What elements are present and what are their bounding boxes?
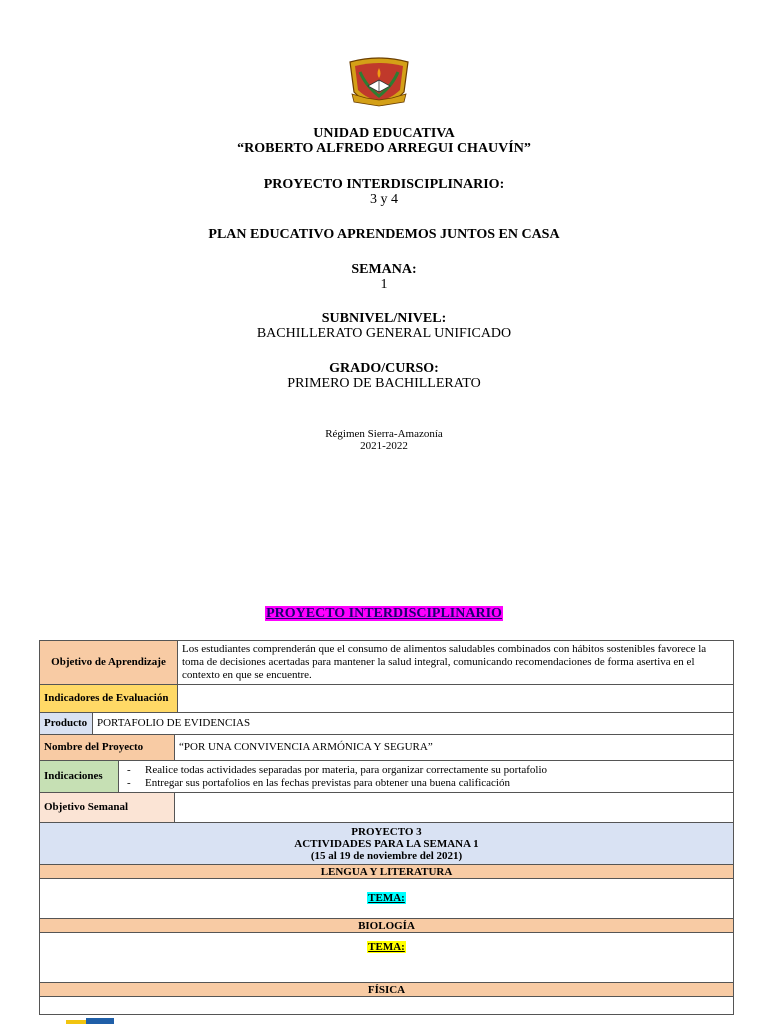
subject-2-topic-cell xyxy=(40,933,734,983)
project-block xyxy=(0,177,768,207)
institution-name: “ROBERTO ALFREDO ARREGUI CHAUVÍN” xyxy=(237,141,531,156)
instructions-cell xyxy=(119,761,734,793)
week-value: 1 xyxy=(380,277,388,292)
week-block xyxy=(0,262,768,292)
table-row-objective xyxy=(40,641,734,685)
activities-header xyxy=(40,823,734,865)
school-crest-icon xyxy=(346,56,412,114)
list-item: - Entregar sus portafolios en las fechas previstas para obtener una buena calificación xyxy=(123,777,729,790)
weekly-objective-label: Objetivo Semanal xyxy=(40,793,175,823)
weekly-objective-value xyxy=(175,793,734,823)
instructions-list xyxy=(123,764,729,790)
list-item: - Realice todas actividades separadas por materia, para organizar correctamente su portafolio xyxy=(123,764,729,777)
product-label: Producto xyxy=(40,713,93,735)
subject-3-topic-cell xyxy=(40,997,734,1015)
table-row-subject-3 xyxy=(40,983,734,997)
product-value: PORTAFOLIO DE EVIDENCIAS xyxy=(93,713,734,735)
subject-1-header: LENGUA Y LITERATURA xyxy=(40,865,734,879)
objective-label: Objetivo de Aprendizaje xyxy=(40,641,178,685)
regime-block xyxy=(0,428,768,452)
subject-3-header: FÍSICA xyxy=(40,983,734,997)
plan-block xyxy=(0,227,768,242)
school-year: 2021-2022 xyxy=(360,440,408,452)
table-row-subject-1-topic xyxy=(40,879,734,919)
subject-1-topic: TEMA: xyxy=(368,892,405,904)
project-table xyxy=(39,640,734,1015)
activities-title-3: (15 al 19 de noviembre del 2021) xyxy=(310,849,463,862)
grade-block xyxy=(0,361,768,391)
project-label: PROYECTO INTERDISCIPLINARIO: xyxy=(263,177,505,192)
table-row-indicators xyxy=(40,685,734,713)
subject-2-topic: TEMA: xyxy=(368,941,405,953)
table-row-instructions xyxy=(40,761,734,793)
week-label: SEMANA: xyxy=(351,262,417,277)
table-row-weekly-objective xyxy=(40,793,734,823)
project-name-value: “POR UNA CONVIVENCIA ARMÓNICA Y SEGURA” xyxy=(175,735,734,761)
sublevel-value: BACHILLERATO GENERAL UNIFICADO xyxy=(256,326,512,341)
activities-title-1: PROYECTO 3 xyxy=(351,825,422,838)
table-row-activities-header xyxy=(40,823,734,865)
table-row-subject-2 xyxy=(40,919,734,933)
table-row-subject-3-topic xyxy=(40,997,734,1015)
subject-1-topic-cell xyxy=(40,879,734,919)
table-row-subject-1 xyxy=(40,865,734,879)
project-name-label: Nombre del Proyecto xyxy=(40,735,175,761)
subject-2-header: BIOLOGÍA xyxy=(40,919,734,933)
activities-title-2: ACTIVIDADES PARA LA SEMANA 1 xyxy=(294,837,479,850)
project-value: 3 y 4 xyxy=(370,192,398,207)
objective-text: Los estudiantes comprenderán que el consumo de alimentos saludables combinados con hábitos sostenibles favorece la toma de decisiones acertadas para mantener la salud integral, comunicando recomendaciones de forma asertiva en el contexto en que se encuentre. xyxy=(178,641,734,685)
sublevel-block xyxy=(0,311,768,341)
plan-label: PLAN EDUCATIVO APRENDEMOS JUNTOS EN CASA xyxy=(208,227,560,242)
institution-block xyxy=(0,126,768,156)
institution-label: UNIDAD EDUCATIVA xyxy=(313,126,455,141)
grade-label: GRADO/CURSO: xyxy=(329,361,439,376)
grade-value: PRIMERO DE BACHILLERATO xyxy=(287,376,481,391)
instructions-label: Indicaciones xyxy=(40,761,119,793)
table-row-product xyxy=(40,713,734,735)
section-title xyxy=(0,606,768,622)
table-row-project-name xyxy=(40,735,734,761)
table-row-subject-2-topic xyxy=(40,933,734,983)
indicators-value xyxy=(178,685,734,713)
logo-fragment-icon xyxy=(66,1018,114,1024)
section-title-text: PROYECTO INTERDISCIPLINARIO xyxy=(266,606,502,621)
regime-text: Régimen Sierra-Amazonía xyxy=(325,428,443,440)
sublevel-label: SUBNIVEL/NIVEL: xyxy=(321,311,447,326)
indicators-label: Indicadores de Evaluación xyxy=(40,685,178,713)
